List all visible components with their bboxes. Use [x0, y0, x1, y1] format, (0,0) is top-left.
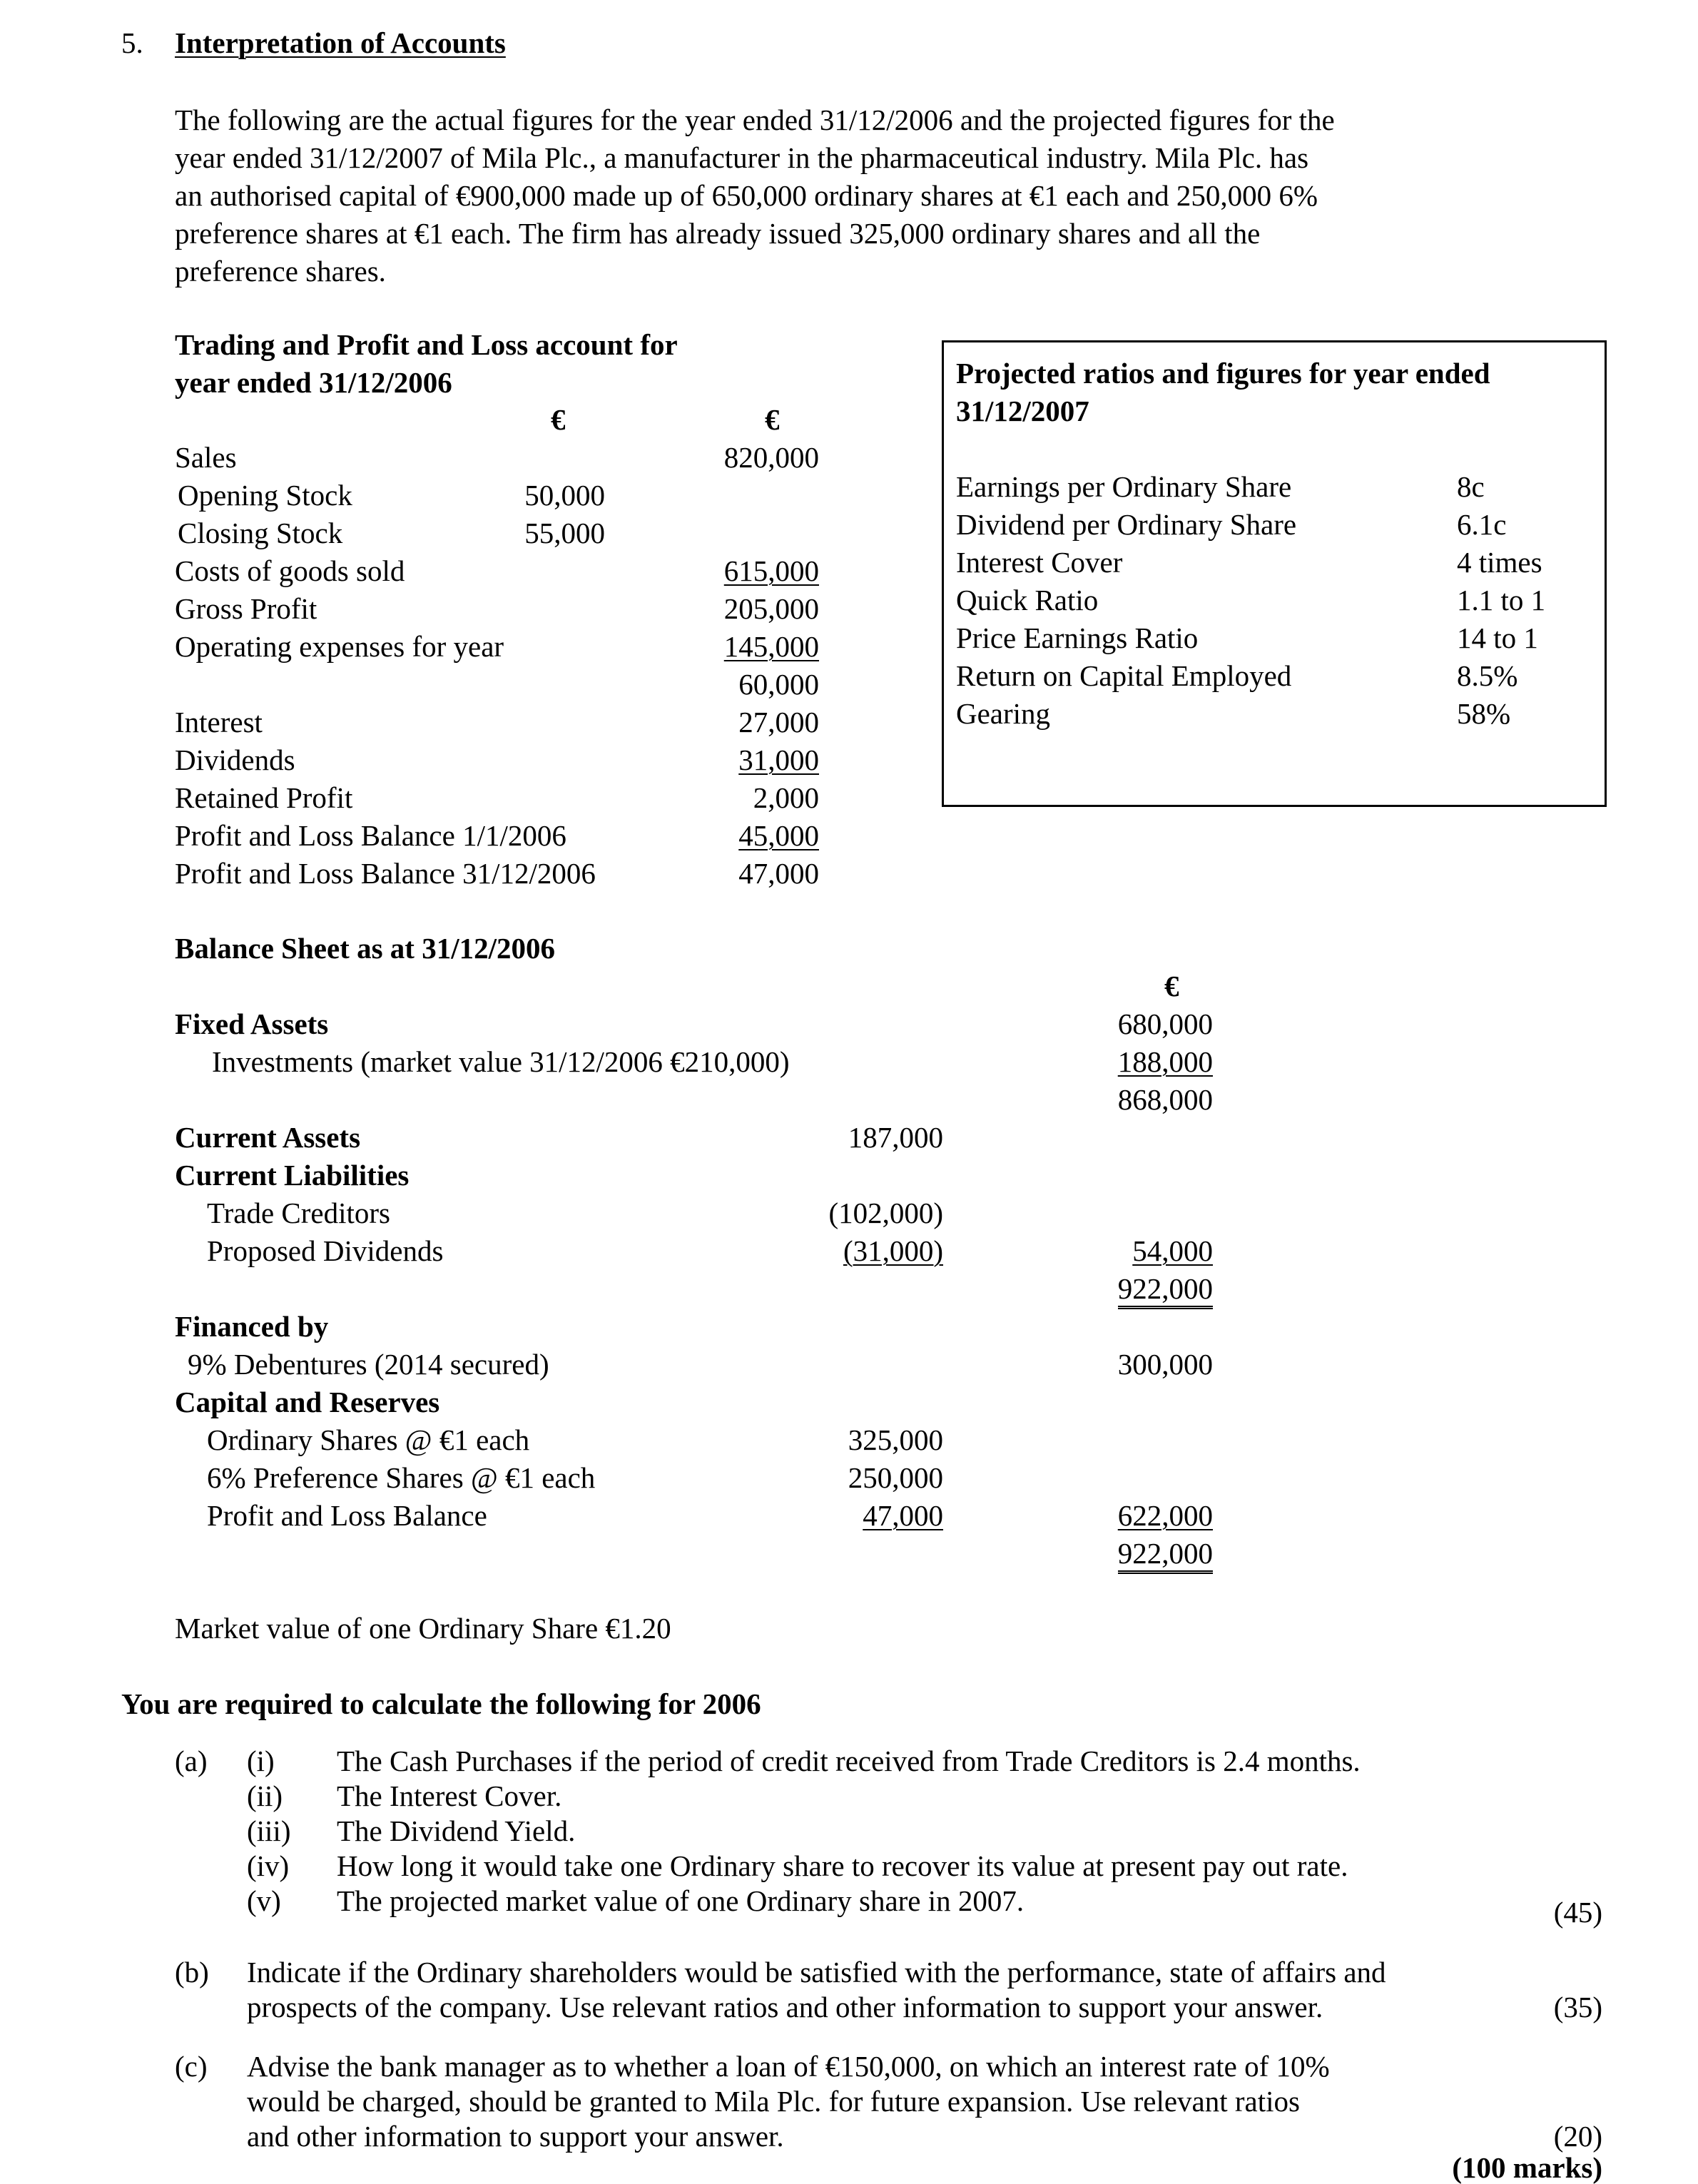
- trading-row-col2-cell: [642, 859, 819, 888]
- intro-line: preference shares at €1 each. The firm has already issued 325,000 ordinary shares and all the: [175, 217, 1261, 250]
- trading-row-col2-cell: [642, 554, 819, 587]
- required-heading: You are required to calculate the following for 2006: [121, 1687, 761, 1720]
- part-c-marks: (20): [1553, 2120, 1602, 2153]
- trading-row-col2: 45,000: [738, 819, 819, 852]
- question-title: Interpretation of Accounts: [175, 26, 506, 59]
- proposed-dividends-label: Proposed Dividends: [207, 1234, 444, 1267]
- trading-row-col2: 31,000: [738, 743, 819, 776]
- trading-row-label: Operating expenses for year: [175, 630, 504, 663]
- projected-row-label: Return on Capital Employed: [956, 659, 1292, 692]
- financed-total-value: 922,000: [1118, 1537, 1213, 1574]
- total-net-assets-value: 922,000: [1118, 1272, 1213, 1309]
- projected-row-value: 8c: [1457, 470, 1485, 503]
- fixed-assets-total: 868,000: [1117, 1083, 1213, 1116]
- trading-row-col2: 27,000: [738, 706, 819, 738]
- trading-row-col2-cell: [642, 708, 819, 737]
- projected-title-line-2: 31/12/2007: [956, 395, 1089, 427]
- trading-row-label: Profit and Loss Balance 1/1/2006: [175, 819, 566, 852]
- trading-row-col2: 47,000: [738, 857, 819, 890]
- part-a-item-number: (iii): [247, 1814, 291, 1847]
- investments-label: Investments (market value 31/12/2006 €210,000): [212, 1045, 790, 1078]
- trading-title-line-2: year ended 31/12/2006: [175, 366, 452, 399]
- trading-row-col1: 50,000: [524, 479, 605, 512]
- projected-row-value: 1.1 to 1: [1457, 584, 1546, 616]
- investments-value: 188,000: [1117, 1045, 1213, 1078]
- fixed-assets-value: 680,000: [1117, 1007, 1213, 1040]
- part-a-item-text: The Interest Cover.: [337, 1779, 562, 1812]
- part-c-label: (c): [175, 2050, 208, 2083]
- trading-row-col2: 205,000: [723, 592, 819, 625]
- part-a-item-number: (iv): [247, 1849, 290, 1882]
- part-a-item-number: (ii): [247, 1779, 283, 1812]
- projected-row-label: Dividend per Ordinary Share: [956, 508, 1297, 541]
- trading-row-label: Opening Stock: [178, 479, 352, 512]
- ordinary-shares-label: Ordinary Shares @ €1 each: [207, 1423, 530, 1456]
- currency-col2: €: [765, 403, 780, 436]
- trade-creditors-value: (102,000): [828, 1197, 943, 1229]
- bs-currency: €: [1164, 970, 1179, 1002]
- trading-row-label: Closing Stock: [178, 517, 343, 549]
- ordinary-shares-value: 325,000: [848, 1423, 943, 1456]
- current-assets-value: 187,000: [848, 1121, 943, 1154]
- working-capital-value: 54,000: [1132, 1234, 1213, 1267]
- preference-shares-value: 250,000: [848, 1461, 943, 1494]
- part-c-line: would be charged, should be granted to Mila Plc. for future expansion. Use relevant ratios: [247, 2085, 1300, 2118]
- preference-shares-label: 6% Preference Shares @ €1 each: [207, 1461, 596, 1494]
- financed-by-label: Financed by: [175, 1310, 329, 1343]
- trading-row-col2: 615,000: [723, 554, 819, 587]
- trading-row-col2-cell: [642, 594, 819, 624]
- current-liabilities-label: Current Liabilities: [175, 1159, 410, 1192]
- trade-creditors-label: Trade Creditors: [207, 1197, 390, 1229]
- projected-row-value: 4 times: [1457, 546, 1542, 579]
- trading-row-label: Dividends: [175, 743, 295, 776]
- part-a-marks: (45): [1553, 1896, 1602, 1929]
- market-value-note: Market value of one Ordinary Share €1.20: [175, 1612, 671, 1645]
- total-marks: (100 marks): [1452, 2151, 1602, 2184]
- part-a-item-number: (v): [247, 1884, 281, 1917]
- intro-line: preference shares.: [175, 255, 386, 288]
- capital-reserves-label: Capital and Reserves: [175, 1386, 440, 1418]
- projected-row-value: 58%: [1457, 697, 1511, 730]
- balance-sheet-title: Balance Sheet as at 31/12/2006: [175, 932, 555, 965]
- part-a-item-number: (i): [247, 1744, 275, 1777]
- part-b-label: (b): [175, 1956, 209, 1989]
- trading-row-col2: 145,000: [723, 630, 819, 663]
- projected-row-label: Quick Ratio: [956, 584, 1099, 616]
- trading-row-label: Interest: [175, 706, 263, 738]
- projected-row-label: Earnings per Ordinary Share: [956, 470, 1292, 503]
- part-a-item-text: The projected market value of one Ordinary share in 2007.: [337, 1884, 1025, 1917]
- trading-row-col2-cell: [642, 821, 819, 850]
- current-assets-label: Current Assets: [175, 1121, 361, 1154]
- projected-row-value: 8.5%: [1457, 659, 1518, 692]
- part-a-item-text: The Dividend Yield.: [337, 1814, 576, 1847]
- question-number: 5.: [121, 26, 143, 59]
- intro-line: The following are the actual figures for the year ended 31/12/2006 and the projected figures for the: [175, 103, 1335, 136]
- trading-row-col2-cell: [642, 443, 819, 472]
- trading-row-col2-cell: [642, 743, 819, 776]
- trading-row-col2-cell: [642, 783, 819, 813]
- trading-row-label: Sales: [175, 441, 237, 474]
- proposed-dividends-value: (31,000): [843, 1234, 943, 1267]
- part-b-line: prospects of the company. Use relevant ratios and other information to support your answer.: [247, 1991, 1323, 2023]
- part-c-line: Advise the bank manager as to whether a loan of €150,000, on which an interest rate of 10%: [247, 2050, 1330, 2083]
- trading-row-label: Retained Profit: [175, 781, 353, 814]
- projected-title-line-1: Projected ratios and figures for year ended: [956, 357, 1490, 390]
- trading-row-col2: 2,000: [753, 781, 819, 814]
- fixed-assets-label: Fixed Assets: [175, 1007, 329, 1040]
- part-a-label: (a): [175, 1744, 208, 1777]
- part-c-line: and other information to support your answer.: [247, 2120, 784, 2153]
- projected-row-value: 14 to 1: [1457, 621, 1538, 654]
- trading-row-col2-cell: [642, 670, 819, 699]
- trading-row-col1: 55,000: [524, 517, 605, 549]
- trading-row-col2-cell: [642, 632, 819, 661]
- trading-row-label: Profit and Loss Balance 31/12/2006: [175, 857, 596, 890]
- capital-total-value: 622,000: [1117, 1499, 1213, 1532]
- trading-row-label: Gross Profit: [175, 592, 317, 625]
- intro-line: year ended 31/12/2007 of Mila Plc., a manufacturer in the pharmaceutical industry. Mila Plc. has: [175, 141, 1309, 174]
- trading-title-line-1: Trading and Profit and Loss account for: [175, 328, 678, 361]
- debentures-label: 9% Debentures (2014 secured): [188, 1348, 549, 1381]
- part-a-item-text: How long it would take one Ordinary share to recover its value at present pay out rate.: [337, 1849, 1348, 1882]
- projected-row-label: Interest Cover: [956, 546, 1123, 579]
- part-b-marks: (35): [1553, 1991, 1602, 2023]
- trading-row-col2: 60,000: [738, 668, 819, 701]
- intro-line: an authorised capital of €900,000 made up of 650,000 ordinary shares at €1 each and 250,000 6%: [175, 179, 1318, 212]
- trading-row-col2: 820,000: [723, 441, 819, 474]
- trading-row-label: Costs of goods sold: [175, 554, 405, 587]
- projected-row-label: Price Earnings Ratio: [956, 621, 1199, 654]
- part-b-line: Indicate if the Ordinary shareholders would be satisfied with the performance, state of affairs and: [247, 1956, 1386, 1989]
- pl-balance-value: 47,000: [863, 1499, 943, 1532]
- pl-balance-label: Profit and Loss Balance: [207, 1499, 487, 1532]
- part-a-item-text: The Cash Purchases if the period of credit received from Trade Creditors is 2.4 months.: [337, 1744, 1361, 1777]
- intro-paragraph: [175, 101, 1335, 290]
- debentures-value: 300,000: [1117, 1348, 1213, 1381]
- projected-row-label: Gearing: [956, 697, 1051, 730]
- currency-col1: €: [551, 403, 566, 436]
- projected-row-value: 6.1c: [1457, 508, 1507, 541]
